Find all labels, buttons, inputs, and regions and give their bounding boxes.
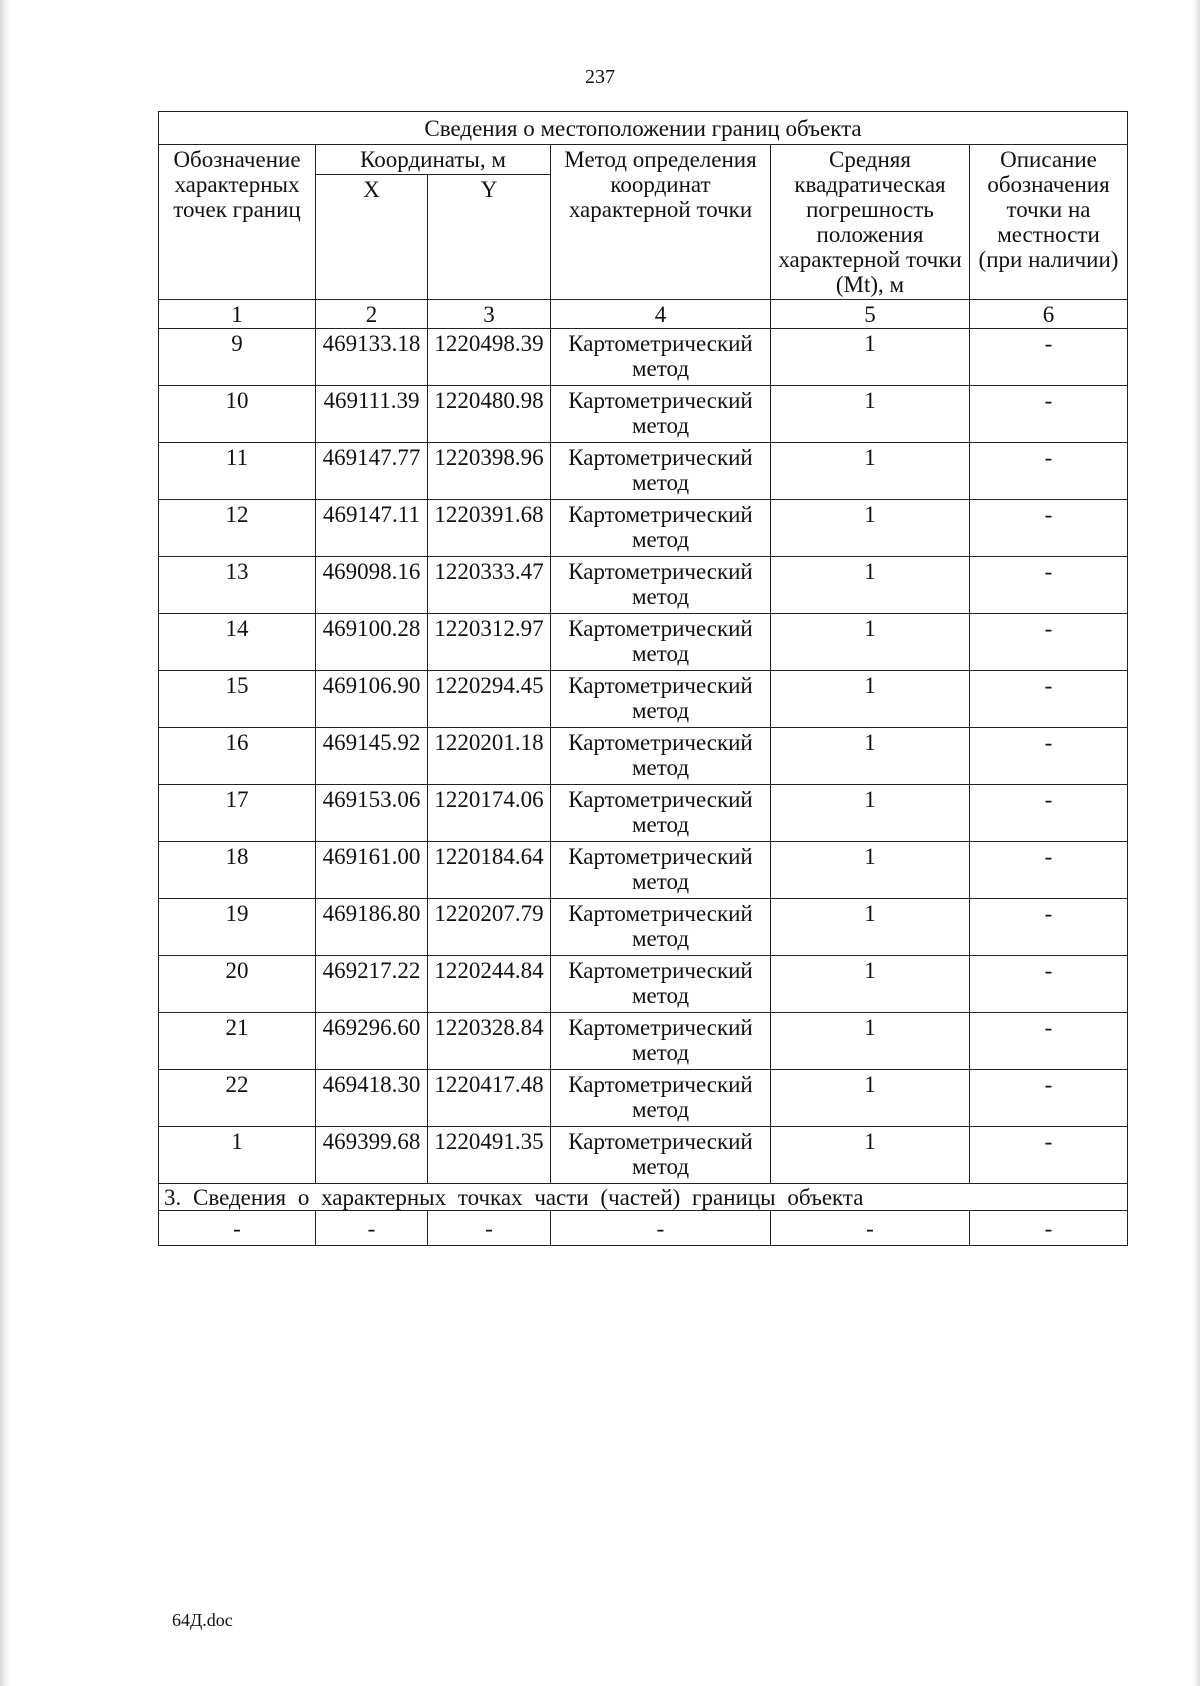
cell-y: 1220201.18: [428, 728, 551, 785]
cell-point: 19: [159, 899, 316, 956]
footer-filename: 64Д.doc: [172, 1610, 233, 1630]
header-method: Метод определения координат характерной точки: [551, 145, 771, 300]
cell-point: 20: [159, 956, 316, 1013]
cell-x: 469217.22: [316, 956, 428, 1013]
cell-y: 1220417.48: [428, 1070, 551, 1127]
cell-y: 1220312.97: [428, 614, 551, 671]
cell-description: -: [970, 1013, 1128, 1070]
table-title: Сведения о местоположении границ объекта: [159, 112, 1128, 145]
cell-description: -: [970, 557, 1128, 614]
cell-description: -: [970, 443, 1128, 500]
cell-description: -: [970, 614, 1128, 671]
cell-point: 17: [159, 785, 316, 842]
cell-x: 469100.28: [316, 614, 428, 671]
cell-x: 469161.00: [316, 842, 428, 899]
cell-y: 1220328.84: [428, 1013, 551, 1070]
cell-description: -: [970, 500, 1128, 557]
table-row: [159, 386, 1128, 443]
table-row: [159, 329, 1128, 386]
cell-y: 1220391.68: [428, 500, 551, 557]
section3-value: -: [316, 1211, 428, 1246]
cell-x: 469418.30: [316, 1070, 428, 1127]
cell-method: Картометрический метод: [551, 557, 771, 614]
cell-mt: 1: [771, 500, 970, 557]
cell-method: Картометрический метод: [551, 386, 771, 443]
table-row: [159, 557, 1128, 614]
cell-x: 469296.60: [316, 1013, 428, 1070]
cell-x: 469147.77: [316, 443, 428, 500]
cell-point: 1: [159, 1127, 316, 1184]
cell-x: 469133.18: [316, 329, 428, 386]
cell-point: 15: [159, 671, 316, 728]
cell-description: -: [970, 1127, 1128, 1184]
cell-point: 22: [159, 1070, 316, 1127]
cell-mt: 1: [771, 956, 970, 1013]
scan-edge-right: [1192, 0, 1200, 1686]
cell-method: Картометрический метод: [551, 329, 771, 386]
header-description: Описание обозначения точки на местности (при наличии): [970, 145, 1128, 300]
header-error: Средняя квадратическая погрешность положения характерной точки (Mt), м: [771, 145, 970, 300]
cell-x: 469399.68: [316, 1127, 428, 1184]
cell-method: Картометрический метод: [551, 500, 771, 557]
cell-y: 1220398.96: [428, 443, 551, 500]
column-number: 4: [551, 300, 771, 329]
cell-description: -: [970, 1070, 1128, 1127]
header-y: Y: [428, 175, 551, 300]
cell-mt: 1: [771, 1127, 970, 1184]
table-row: [159, 956, 1128, 1013]
page-number: 237: [585, 66, 615, 88]
cell-mt: 1: [771, 1013, 970, 1070]
cell-point: 10: [159, 386, 316, 443]
cell-mt: 1: [771, 443, 970, 500]
cell-method: Картометрический метод: [551, 728, 771, 785]
cell-y: 1220294.45: [428, 671, 551, 728]
cell-method: Картометрический метод: [551, 785, 771, 842]
section3-value: -: [970, 1211, 1128, 1246]
cell-description: -: [970, 785, 1128, 842]
table-row: [159, 500, 1128, 557]
cell-description: -: [970, 842, 1128, 899]
cell-y: 1220207.79: [428, 899, 551, 956]
cell-point: 9: [159, 329, 316, 386]
cell-y: 1220498.39: [428, 329, 551, 386]
cell-x: 469147.11: [316, 500, 428, 557]
column-number: 6: [970, 300, 1128, 329]
cell-y: 1220333.47: [428, 557, 551, 614]
table-row: [159, 1127, 1128, 1184]
cell-point: 13: [159, 557, 316, 614]
cell-x: 469145.92: [316, 728, 428, 785]
cell-y: 1220491.35: [428, 1127, 551, 1184]
table-row: [159, 1013, 1128, 1070]
cell-method: Картометрический метод: [551, 956, 771, 1013]
cell-y: 1220480.98: [428, 386, 551, 443]
header-x: X: [316, 175, 428, 300]
cell-mt: 1: [771, 785, 970, 842]
table-row: [159, 671, 1128, 728]
cell-mt: 1: [771, 728, 970, 785]
cell-mt: 1: [771, 899, 970, 956]
section3-values-row: [159, 1211, 1128, 1246]
cell-mt: 1: [771, 671, 970, 728]
cell-description: -: [970, 386, 1128, 443]
table-row: [159, 1070, 1128, 1127]
cell-description: -: [970, 956, 1128, 1013]
section3-value: -: [551, 1211, 771, 1246]
cell-x: 469106.90: [316, 671, 428, 728]
cell-point: 11: [159, 443, 316, 500]
cell-mt: 1: [771, 386, 970, 443]
cell-description: -: [970, 728, 1128, 785]
cell-method: Картометрический метод: [551, 1070, 771, 1127]
cell-point: 12: [159, 500, 316, 557]
cell-y: 1220184.64: [428, 842, 551, 899]
section3-value: -: [771, 1211, 970, 1246]
cell-method: Картометрический метод: [551, 671, 771, 728]
section3-value: -: [428, 1211, 551, 1246]
column-number: 1: [159, 300, 316, 329]
column-number: 2: [316, 300, 428, 329]
cell-y: 1220244.84: [428, 956, 551, 1013]
cell-method: Картометрический метод: [551, 443, 771, 500]
section3-title: 3. Сведения о характерных точках части (частей) границы объекта: [159, 1184, 1128, 1211]
section3-value: -: [159, 1211, 316, 1246]
cell-point: 16: [159, 728, 316, 785]
cell-x: 469186.80: [316, 899, 428, 956]
cell-mt: 1: [771, 557, 970, 614]
table-row: [159, 614, 1128, 671]
cell-mt: 1: [771, 842, 970, 899]
column-numbers-row: [159, 300, 1128, 329]
cell-x: 469111.39: [316, 386, 428, 443]
column-number: 5: [771, 300, 970, 329]
table-row: [159, 842, 1128, 899]
cell-x: 469098.16: [316, 557, 428, 614]
cell-method: Картометрический метод: [551, 899, 771, 956]
cell-mt: 1: [771, 329, 970, 386]
cell-method: Картометрический метод: [551, 614, 771, 671]
column-number: 3: [428, 300, 551, 329]
cell-method: Картометрический метод: [551, 1127, 771, 1184]
cell-point: 21: [159, 1013, 316, 1070]
cell-point: 14: [159, 614, 316, 671]
table-row: [159, 728, 1128, 785]
cell-x: 469153.06: [316, 785, 428, 842]
boundary-points-table: [158, 111, 1128, 1246]
cell-description: -: [970, 899, 1128, 956]
cell-mt: 1: [771, 614, 970, 671]
scan-edge-left: [0, 0, 10, 1686]
cell-method: Картометрический метод: [551, 842, 771, 899]
header-designation: Обозначение характерных точек границ: [159, 145, 316, 300]
table-row: [159, 899, 1128, 956]
cell-point: 18: [159, 842, 316, 899]
section3-row: [159, 1184, 1128, 1211]
table-row: [159, 443, 1128, 500]
cell-y: 1220174.06: [428, 785, 551, 842]
cell-mt: 1: [771, 1070, 970, 1127]
table-row: [159, 785, 1128, 842]
cell-description: -: [970, 329, 1128, 386]
header-coordinates: Координаты, м: [316, 145, 551, 175]
cell-method: Картометрический метод: [551, 1013, 771, 1070]
cell-description: -: [970, 671, 1128, 728]
